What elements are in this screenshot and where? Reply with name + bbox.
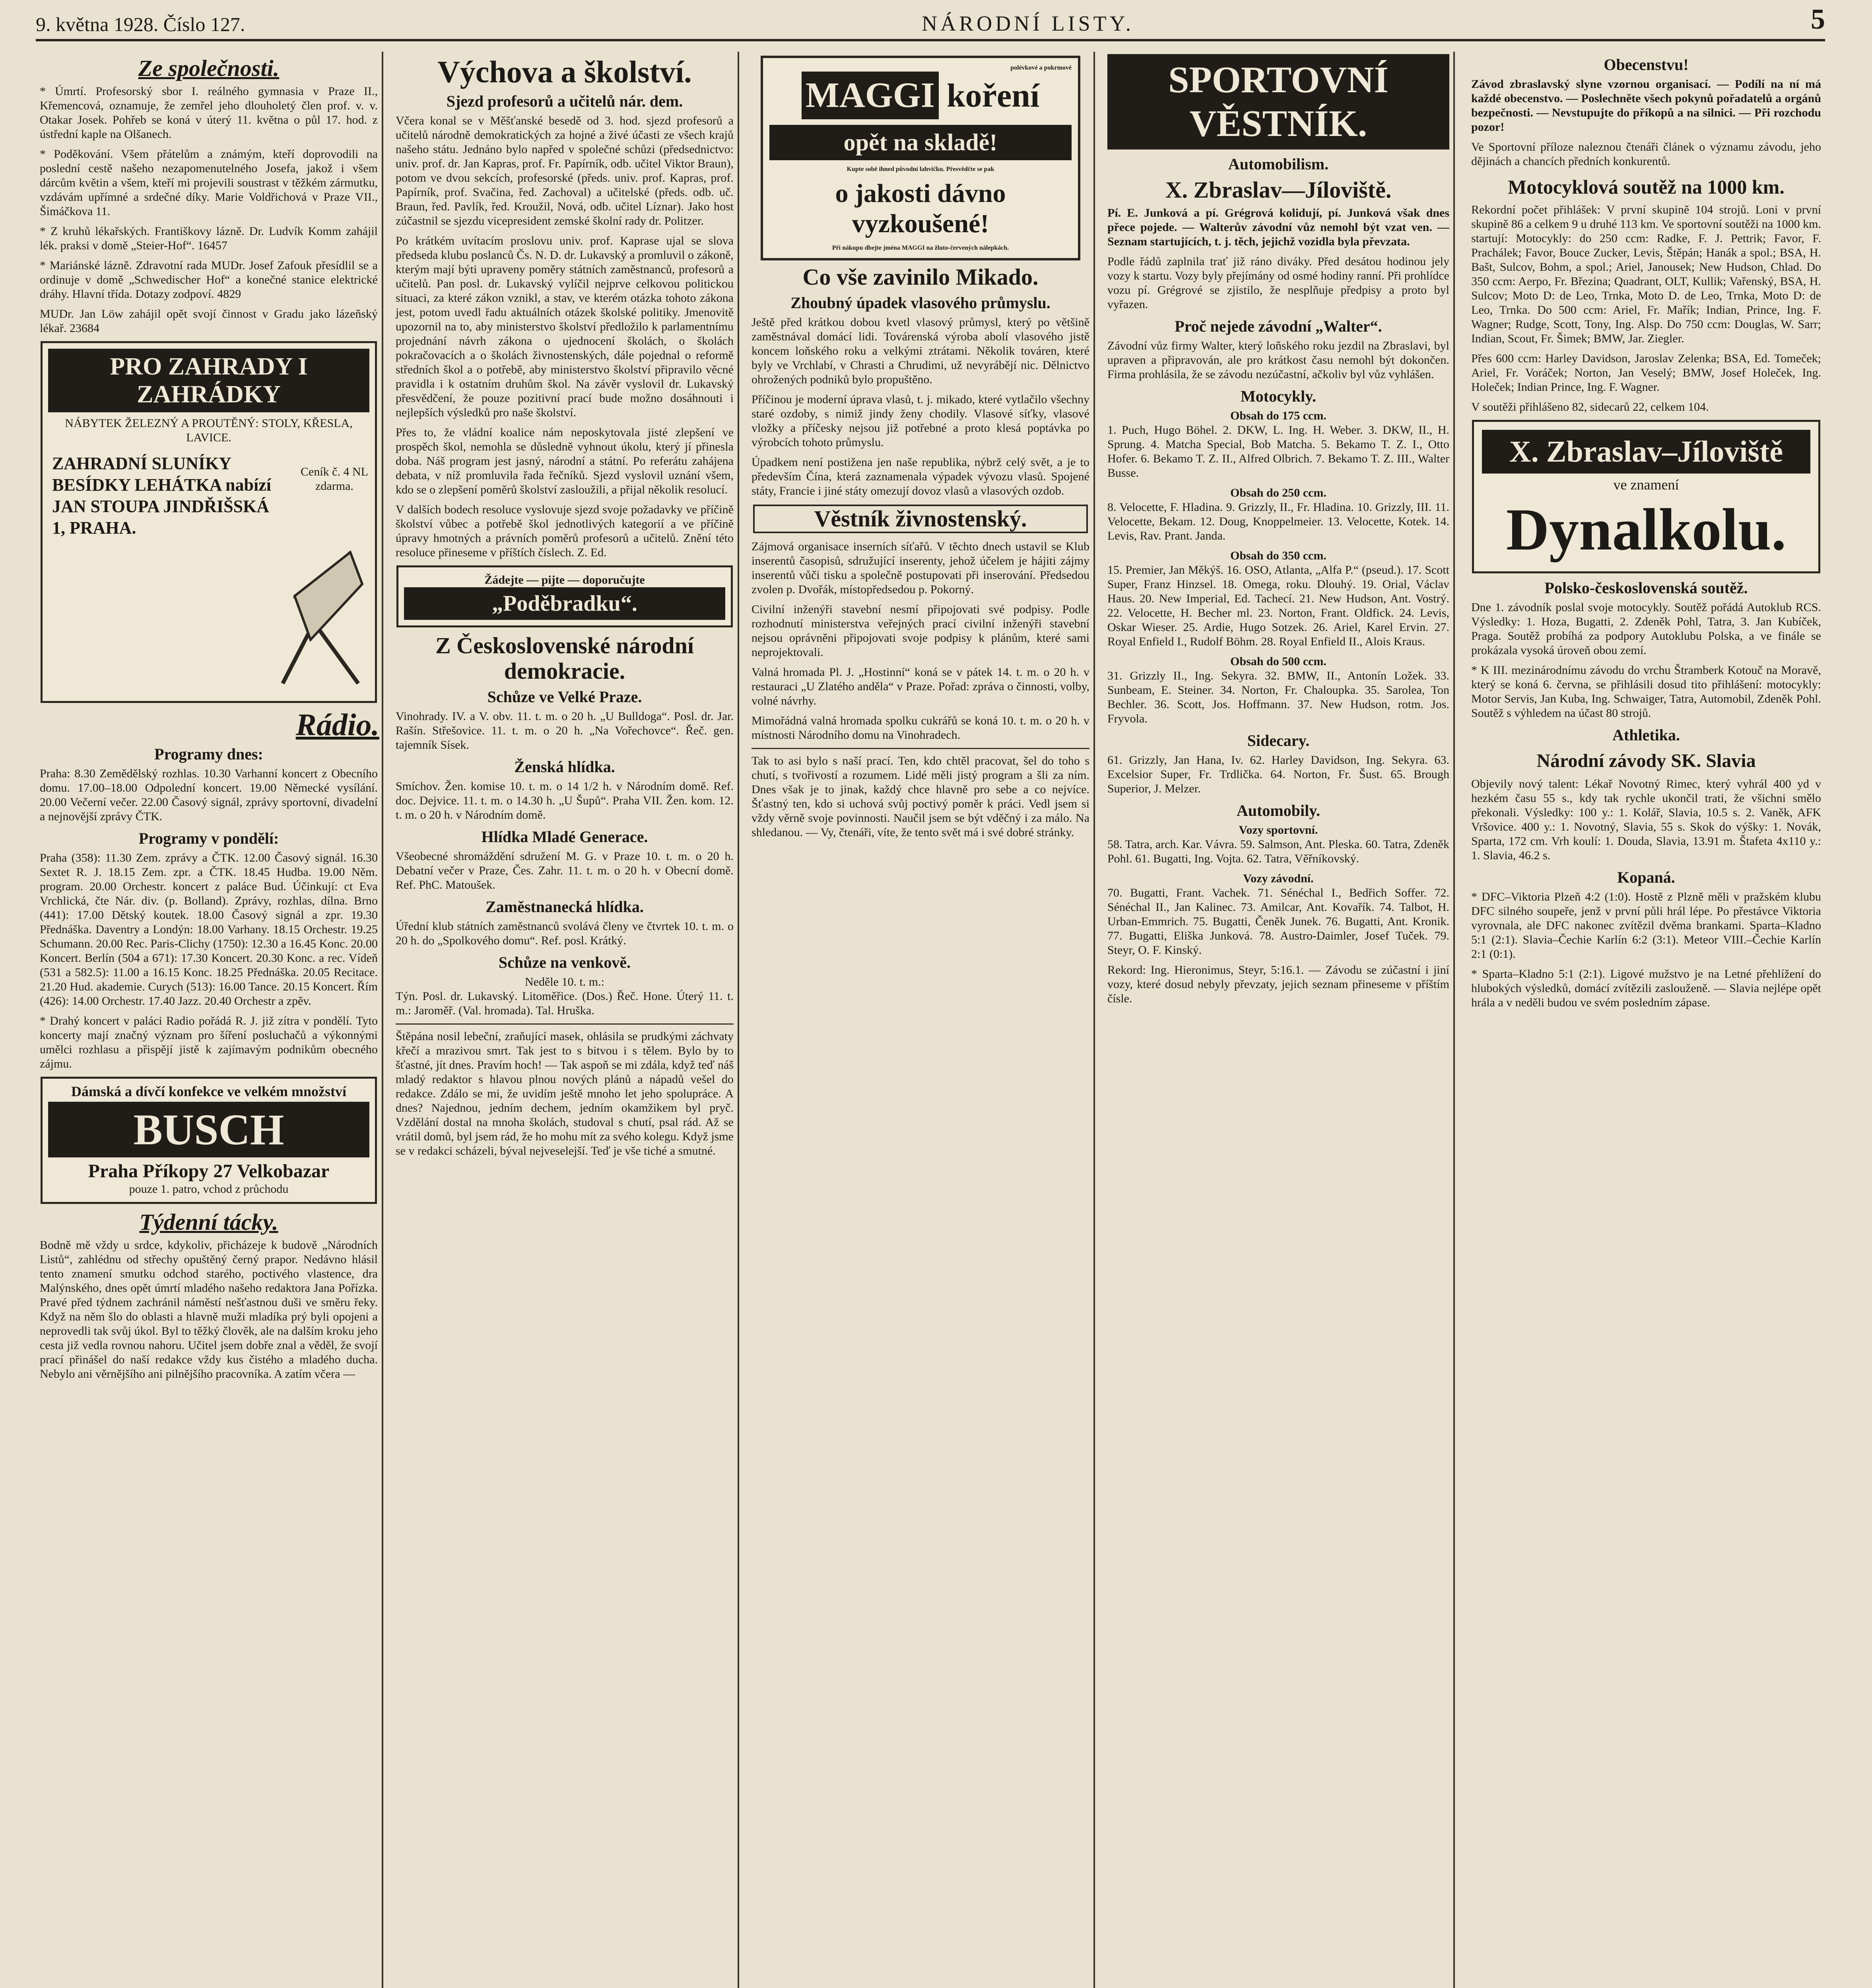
walter-heading: Proč nejede závodní „Walter“.: [1175, 317, 1382, 335]
entry-list: 15. Premier, Jan Měkýš. 16. OSO, Atlanta, „Alfa P.“ (pseud.). 17. Scott Super, Franz Hinzsel. 18. Omega, roku. Dlouhý. 19. Orial, Václav Haus. 20. New Imperial, Ed. Tachecí. 21. New Hudson, Ant. Vostrý. 22. Velocette, H. Becher ml. 23. Norton, Frant. Oldfick. 24. Levis, Oskar Wieser. 25. Ardie, Hugo Sotzek. 26. Ariel, Karel Ervin. 27. Royal Enfield I., Rudolf Böhm. 28. Royal Enfield II., Alois Kraus.: [1107, 563, 1449, 648]
article-text: * Z kruhů lékařských. Františkovy lázně. Dr. Ludvík Komm zahájil lék. praksi v domě „Steier-Hof“. 16457: [40, 225, 378, 252]
article-text: * Mariánské lázně. Zdravotní rada MUDr. Josef Zafouk přesídlil se a ordinuje v domě „Schwedischer Hof“ a konečné stanice elektrické dráhy. Hlavní třída. Dotazy zodpoví. 4829: [40, 259, 378, 301]
article-text: * Úmrtí. Profesorský sbor I. reálného gymnasia v Praze II., Křemencová, oznamuje, že zemřel jeho dlouholetý člen prof. v. v. Otakar Josek. Pohřeb se koná v úterý 11. května o půl 17. hod. z ústřední kaple na Olšanech.: [40, 85, 378, 141]
section-title-society: Ze společnosti.: [138, 55, 280, 81]
article-text: * Drahý koncert v paláci Radio pořádá R. J. již zítra v pondělí. Tyto koncerty mají značný význam pro šíření posluchačů a výkonnými umělci rozhlasu a přispějí jistě k zajímavým podnikům obecného zájmu.: [40, 1014, 378, 1070]
mikado-title: Co vše zavinilo Mikado.: [802, 264, 1039, 290]
article-text: * K III. mezinárodnímu závodu do vrchu Štramberk Kotouč na Moravě, který se koná 6. června, se přihlásili dosud tito přihlášení: motocykly: Motor Servis, Jan Kuba, Ing. Schwaiger, Tatra, Automobil, Zdeněk Pohl. Soutěž s výhledem na účast 80 strojů.: [1471, 664, 1821, 720]
country-meetings: Schůze na venkově.: [498, 953, 631, 971]
ad-note: Ceník č. 4 NL zdarma.: [301, 465, 368, 493]
article-text: * Sparta–Kladno 5:1 (2:1). Ligové mužstvo je na Letné přehlížení do hlubokých výsledků, domácí zvítězili zaslouženě. — Slavia nejlépe opět hrála a v neděli budou ve svém posledním zápase.: [1471, 967, 1821, 1009]
page-number: 5: [1810, 3, 1825, 35]
article-text: Přes to, že vládní koalice nám neposkytovala jisté zlepšení ve prospěch škol, nemohla se důsledně vyhnout úkolu, který jí přinesla doba. Náš program jest jasný, národní a státní. Po referátu zahájena debata, v níž promluvila řada řečníků. Sjezd vyslovil uznání všem, kdo se o zlepšení poměrů školství zasloužili, a přijal několik resolucí.: [396, 426, 734, 496]
race-intro: Pí. E. Junková a pí. Grégrová kolidují, pí. Junková však dnes přece pojede. — Walterův závodní vůz nemohl být vzat ven. — Seznam startujících, t. j. těch, jejichž vozidla byla převzata.: [1107, 206, 1449, 248]
programs-monday-heading: Programy v pondělí:: [138, 829, 279, 847]
cars-heading: Automobily.: [1236, 802, 1320, 819]
football-heading: Kopaná.: [1617, 868, 1675, 886]
ad-subtitle: NÁBYTEK ŽELEZNÝ A PROUTĚNÝ: STOLY, KŘESLA, LAVICE.: [65, 417, 353, 444]
divider: [396, 1023, 734, 1025]
entry-list: 58. Tatra, arch. Kar. Vávra. 59. Salmson, Ant. Pleska. 60. Tatra, Zdeněk Pohl. 61. Bugatti, Ing. Vojta. 62. Tatra, Věřníkovský.: [1107, 838, 1449, 865]
article-text: Přes 600 ccm: Harley Davidson, Jaroslav Zelenka; BSA, Ed. Tomeček; Ariel, Fr. Voráček; Norton, Jan Veselý; BMW, Josef Holeček, Ing. Holeček; Indian Prince, Ing. F. Wagner.: [1471, 352, 1821, 394]
entry-list: 31. Grizzly II., Ing. Sekyra. 32. BMW, II., Antonín Ložek. 33. Sunbeam, E. Steiner. 34. Norton, Fr. Chaloupka. 35. Sarolea, Ton Bechler. 36. Scott, Jos. Hoffmann. 37. New Hudson, rotm. Jos. Fryvola.: [1107, 669, 1449, 725]
article-text: Podle řádů zaplnila trať již ráno diváky. Před desátou hodinou jely vozy k startu. Vozy byly přejímány od osmé hodiny ranní. Při prohlídce vozu pí. Grégrové se zjistilo, že nesplňuje předpisy a proto byl vyřazen.: [1107, 255, 1449, 311]
class-heading: Obsah do 350 ccm.: [1230, 549, 1326, 562]
ad-brand: MAGGI: [802, 72, 939, 119]
deckchair-illustration: [48, 449, 369, 695]
article-text: Mimořádná valná hromada spolku cukrářů se koná 10. t. m. o 20 h. v místnosti Národního domu na Vinohradech.: [752, 714, 1089, 742]
ad-product: koření: [946, 77, 1040, 114]
article-text: V dalších bodech resoluce vyslovuje sjezd svoje požadavky ve příčině školství vůbec a potřebě škol jednotlivých kategorií a ve příčině úpravy hmotných a právních poměrů profesorů a učitelů. Znění této resoluce přineseme v příštích číslech. Z. Ed.: [396, 503, 734, 559]
issue-date: 9. května 1928. Číslo 127.: [36, 13, 245, 35]
article-text: V soutěži přihlášeno 82, sidecarů 22, celkem 104.: [1471, 400, 1709, 414]
article-text: * DFC–Viktoria Plzeň 4:2 (1:0). Hostě z Plzně měli v pražském klubu DFC silného soupeře, jenž v první půli hrál lépe. Po přestávce Viktoria vyrovnala, ale DFC nakonec zvítězil dvěma brankami. Sparta–Kladno 5:1 (2:1). Slavia–Čechie Karlín 6:2 (3:1). Meteor VIII.–Čechie Karlín 2:1 (0:1).: [1471, 890, 1821, 961]
class-heading: Obsah do 250 ccm.: [1230, 486, 1326, 499]
article-text: Rekord: Ing. Hieronimus, Steyr, 5:16.1. — Závodu se zúčastní i jiní vozy, které dosud nebyly převzaty, jejich seznam přineseme v příštím čísle.: [1107, 963, 1449, 1005]
class-heading: Obsah do 500 ccm.: [1230, 655, 1326, 668]
article-text: Úpadkem není postižena jen naše republika, nýbrž celý svět, a je to především Čína, která zaznamenala výpadek vývozu vlasů. Spojené státy, Francie i jiné státy omezují dovoz vlasů a vlasových ozdob.: [752, 456, 1089, 497]
garden-furniture-ad: [41, 341, 377, 703]
entry-list: 61. Grizzly, Jan Hana, Iv. 62. Harley Davidson, Ing. Sekyra. 63. Excelsior Super, Fr. Trdlička. 64. Norton, Fr. Šust. 65. Brough Superior, J. Melzer.: [1107, 753, 1449, 795]
ad-brand: Dynalkolu.: [1506, 497, 1787, 563]
masthead: [36, 3, 1825, 41]
article-text: Dne 1. závodník poslal svoje motocykly. Soutěž pořádá Autoklub RCS. Výsledky: 1. Hoza, Bugatti, 2. Zdeněk Pohl, Tatra, 3. Jan Kubíček, Praga. Soutěž probíhá za podpory Autoklubu Polska, a ve finále se prokázala vysoká úroveň obou zemí.: [1471, 601, 1821, 657]
column-3: [748, 52, 1095, 1988]
womens-section: Ženská hlídka.: [514, 758, 615, 776]
divider: [752, 748, 1089, 749]
ad-brand: „Poděbradku“.: [404, 587, 725, 620]
programs-today: Praha: 8.30 Zemědělský rozhlas. 10.30 Varhanní koncert z Obecního domu. 17.00–18.00 Odpolední koncert. 19.00 Německé vysílání. 20.00 Večerní večer. 22.00 Časový signál, zprávy sportovní, divadelní a nejnovější zprávy ČTK.: [40, 767, 378, 823]
ad-subtitle: ve znamení: [1613, 477, 1679, 493]
programs-today-heading: Programy dnes:: [154, 745, 263, 763]
podebradka-ad: [396, 565, 733, 627]
public-notice: Závod zbraslavský slyne vzornou organisací. — Podílí na ní má každé obecenstvo. — Poslechněte všech pokynů pořadatelů a orgánů bezpečnosti. — Nevstupujte do příkopů a na silnici. — Při rozchodu pozor!: [1471, 78, 1821, 134]
ad-title: PRO ZAHRADY I ZAHRÁDKY: [48, 349, 369, 412]
article-text: Včera konal se v Měšťanské besedě od 3. hod. sjezd profesorů a učitelů národně demokratických za hojné a živé účasti ze všech krajů našeho státu. Jednáno bylo napřed v společné schůzi (předsednictvo: univ. prof. dr. Jan Kapras, prof. Fr. Papírník, odb. učitel Viktor Braun), potom ve dvou sekcích, profesorské (předs. univ. prof. Kapras, prof. Papírník, prof. Svačina, řed. Zachoval) a učitelské (předs. odb. uč. Braun, řed. Pavlík, řed. Kroužil, Nová, odb. učitel Líznar). Jako host zúčastnil se sjezdu vicepresident zemské školní rady dr. Politzer.: [396, 114, 734, 227]
article-text: Štěpána nosil lebeční, zraňující masek, ohlásila se prudkými záchvaty křečí a mrazivou smrt. Tak jest to s bitvou i s tělem. Bylo by to šťastné, jít dnes. Pravím hoch! — Tak aspoň se mi zdála, když teď náš mladý redaktor s hlavou plnou nových plánů a nápadů vešel do redakce. Zdálo se mi, že uvidím ještě mnoho let jeho spolupráce. A dnes? Najednou, jedním dechem, jedním okamžikem byl pryč. Vzdělání dostal na mnoha školách, studoval s chutí, psal rád. Až se vrátil domů, byl jsem rád, že ho mohu mít za svého kolegu. Když jsme se v redakci scházeli, býval nejveselejší. Teď je vše tiché a smutné.: [396, 1030, 734, 1157]
education-subtitle: Sjezd profesorů a učitelů nár. dem.: [446, 92, 683, 110]
party-subtitle: Schůze ve Velké Praze.: [487, 688, 642, 706]
article-text: Ve Sportovní příloze naleznou čtenáři článek o významu závodu, jeho dějinách a chancích předních konkurentů.: [1471, 140, 1821, 168]
meeting-list: Úřední klub státních zaměstnanců svolává členy ve čtvrtek 10. t. m. o 20 h. do „Spolkového domu“. Ref. posl. Krátký.: [396, 920, 734, 947]
article-text: Po krátkém uvítacím proslovu univ. prof. Kaprase ujal se slova předseda klubu poslanců Čs. N. D. dr. Lukavský a promluvil o zákoně, kterým mají býti upraveny poměry státních zaměstnanců, profesorů a učitelů. Pan posl. dr. Lukavský vylíčil nejprve celkovou politickou situaci, za které zákon vznikl, a stav, ve kterém otázka tohoto zákona jest, potom uvedl řadu aktuálních otázek školské politiky. Jmenovitě upozornil na to, aby ministerstvo školství předložilo k parlamentnímu projednání návrh zákona o ujednocení školách, o školách pokračovacích a o školách živnostenských, dále pojednal o reformě středních škol a o potřebě, aby ministerstvo školství připravilo věcné pravidla i k ostatním druhům škol. Na závěr vyslovil dr. Lukavský přesvědčení, že pouze pozitivní prací bude možno dosáhnouti i nejlepších výsledků pro naše školství.: [396, 234, 734, 419]
busch-ad: [41, 1077, 377, 1204]
entry-list: 70. Bugatti, Frant. Vachek. 71. Sénéchal I., Bedřich Soffer. 72. Sénéchal II., Jan Kalinec. 73. Amilcar, Ant. Kovařík. 74. Talbot, H. Urban-Emmrich. 75. Bugatti, Čeněk Junek. 76. Bugatti, Ant. Kronik. 77. Bugatti, Eliška Junková. 78. Austro-Daimler, Josef Tuček. 79. Steyr, O. F. Kinský.: [1107, 886, 1449, 957]
mikado-subtitle: Zhoubný úpadek vlasového průmyslu.: [790, 294, 1051, 312]
entry-list: 1. Puch, Hugo Böhel. 2. DKW, L. Ing. H. Weber. 3. DKW, II., H. Sprung. 4. Matcha Special, Bob Matcha. 5. Bekamo T. Z. I., Otto Hofer. 6. Bekamo T. Z. II., Alfred Olbrich. 7. Bekamo T. Z. III., Walter Busse.: [1107, 423, 1449, 480]
class-heading: Vozy závodní.: [1243, 872, 1314, 885]
article-text: Ještě před krátkou dobou kvetl vlasový průmysl, který po většině zaměstnával domácí lidi. Továrenská výroba abolí vlasového jistě koncem loňského roku a velkými ztrátami. Několik továren, které byly ve Vrchlabí, v Chrasti a Chrudimi, už nevyrábějí nic. Dělnictvo ohrožených podniků bylo propuštěno.: [752, 316, 1089, 386]
radio-title: Rádio.: [295, 707, 379, 742]
ad-note: Při nákupu dbejte jména MAGGI na žluto-červených nálepkách.: [832, 245, 1009, 251]
automobilism-heading: Automobilism.: [1228, 155, 1329, 173]
ad-stock: opět na skladě!: [769, 125, 1072, 160]
trade-news-title: Věstník živnostenský.: [753, 505, 1088, 533]
meeting-list: Všeobecné shromáždění sdružení M. G. v Praze 10. t. m. o 20 h. Debatní večer v Praze, Čes. Zahr. 11. t. m. o 20 h. v Obecní domě. Ref. PhC. Matoušek.: [396, 850, 734, 891]
ad-title: X. Zbraslav–Jíloviště: [1482, 430, 1810, 474]
article-text: Valná hromada Pl. J. „Hostinní“ koná se v pátek 14. t. m. o 20 h. v restauraci „U Zlatého anděla“ v Praze. Pořad: zpráva o činnosti, volby, volné návrhy.: [752, 666, 1089, 707]
ad-top: polévkové a pokrmové: [1010, 64, 1072, 71]
athletics-heading: Athletika.: [1612, 726, 1680, 744]
ad-address: Praha Příkopy 27 Velkobazar: [88, 1161, 330, 1182]
party-title: Z Československé národní demokracie.: [435, 633, 694, 684]
maggi-ad: [761, 56, 1080, 260]
ad-line: Žádejte — pijte — doporučujte: [484, 573, 645, 586]
article-text: Objevily nový talent: Lékař Novotný Rimec, který vyhrál 400 yd v hezkém času 55 s., kdy tak rychle ukončil trati, že všichni smělo překonali. Výsledky: 100 y.: 1. Kolář, Slavia, 10.5 s. 2. Vaněk, AFK Vršovice. 400 y.: 1. Novotný, Slavia, 55 s. Skok do výšky: 1. Novák, Sparta, 172 cm. Vrh koulí: 1. Douda, Slavia, 13.91 m. Štafeta 4x110 y.: 1. Slavia, 46.2 s.: [1471, 777, 1821, 862]
weekly-title: Týdenní tácky.: [139, 1209, 278, 1235]
ad-body: ZAHRADNÍ SLUNÍKY BESÍDKY LEHÁTKA nabízí JAN STOUPA JINDŘIŠSKÁ 1, PRAHA.: [52, 454, 271, 538]
public-notice-heading: Obecenstvu!: [1604, 56, 1689, 74]
article-text: Závodní vůz firmy Walter, který loňského roku jezdil na Zbraslavi, byl upraven a připravován, ale pro krátkost času nemohl být dokončen. Firma prohlásila, že se závodu nezúčastní, ačkoliv byl vůz vyhlášen.: [1107, 339, 1449, 381]
education-title: Výchova a školství.: [437, 54, 692, 89]
meeting-list: Smíchov. Žen. komise 10. t. m. o 14 1/2 h. v Národním domě. Ref. doc. Dejvice. 11. t. m. o 14.30 h. „U Šupů“. Praha VII. Žen. kom. 12. t. m. o 20 h. v Národním domě.: [396, 780, 734, 821]
motorcycle-trial-title: Motocyklová soutěž na 1000 km.: [1508, 176, 1785, 198]
class-heading: Obsah do 175 ccm.: [1230, 409, 1326, 422]
ad-brand: BUSCH: [48, 1102, 369, 1157]
column-5: [1467, 52, 1825, 1988]
country-meetings-date: Neděle 10. t. m.:: [525, 975, 604, 988]
sports-title: SPORTOVNÍ VĚSTNÍK.: [1107, 54, 1449, 149]
dynalkol-ad: [1472, 420, 1820, 573]
entry-list: 8. Velocette, F. Hladina. 9. Grizzly, II., Fr. Hladina. 10. Grizzly, III. 11. Velocette, Bekam. 12. Doug, Knoppelmeier. 13. Velocette, Kotek. 14. Levis, Rav. Prant. Janda.: [1107, 501, 1449, 542]
article-text: Civilní inženýři stavební nesmí připojovati své podpisy. Podle rozhodnutí ministerstva veřejných prací civilní inženýři stavební nejsou oprávněni připojovati svoje podpisy k plánům, které sami neprojektovali.: [752, 603, 1089, 659]
ad-text: Kupte sobě ihned původní lahvičku. Přesvědčte se pak: [847, 166, 994, 173]
article-text: Příčinou je moderní úprava vlasů, t. j. mikado, které vytlačilo všechny staré ozdoby, s nimiž jindy ženy chodily. Vlasové síťky, vlasové vložky a příčesky nejsou již potřebné a proto klesá poptávka po výrobcích tohoto průmyslu.: [752, 393, 1089, 449]
motorcycles-heading: Motocykly.: [1241, 387, 1316, 405]
article-text: Tak to asi bylo s naší prací. Ten, kdo chtěl pracovat, šel do toho s chutí, s tvořivostí a rozumem. Lidé měli jistý program a šli za ním. Dnes však je to jinak, každý chce hlavně pro sebe a co nejvíce. Šťastný ten, kdo si uchová svůj poctivý poměr k práci. Vedl jsem si vždy věrně svoje povinnosti. Naučil jsem se být vděčný i za málo. Na shledanou. — Vy, čtenáři, víte, že tento svět má i své dobré stránky.: [752, 754, 1089, 839]
ad-footer: pouze 1. patro, vchod z průchodu: [129, 1182, 289, 1196]
column-1: [36, 52, 383, 1988]
ad-quality: o jakosti dávno vyzkoušené!: [835, 179, 1006, 238]
programs-monday: Praha (358): 11.30 Zem. zprávy a ČTK. 12.00 Časový signál. 16.30 Sextet R. J. 18.15 Zem. zpr. a ČTK. 18.45 Hudba. 19.00 Něm. program. 20.00 Orchestr. koncert z paláce Bud. Účinkují: ct Eva Vrchlická, čte Nár. div. (p. Bolland). Zprávy, rozhlas, dílna. Brno (441): 17.00 Dětský koutek. 18.00 Časový signál a zpr. 19.30 Přednáška. Daventry a Londýn: 18.00 Varhany. 18.15 Orchestr. 19.25 Schumann. 20.00 Rec. Paris-Clichy (1750): 12.30 a 16.45 Konc. 20.00 Koncert. Berlín (504 a 671): 17.30 Koncert. 20.30 Konc. a rec. Vídeň (531 a 582.5): 11.00 a 16.15 Konc. 18.25 Přednáška. 20.05 Recitace. 21.20 Hud. akademie. Curych (513): 16.00 Tance. 20.15 Koncert. Řím (426): 14.00 Orchestr. 17.40 Jazz. 20.40 Orchestr a zpěv.: [40, 851, 378, 1008]
column-4: [1103, 52, 1455, 1988]
column-2: [392, 52, 739, 1988]
polish-czech-title: Polsko-československá soutěž.: [1544, 579, 1748, 597]
meeting-list: Týn. Posl. dr. Lukavský. Litoměřice. (Dos.) Řeč. Hone. Úterý 11. t. m.: Jaroměř. (Val. hromada). Tal. Hruška.: [396, 990, 734, 1017]
race-title: X. Zbraslav—Jíloviště.: [1165, 177, 1392, 203]
employees-section: Zaměstnanecká hlídka.: [485, 898, 644, 916]
article-text: Bodně mě vždy u srdce, kdykoliv, přicházeje k budově „Národních Listů“, zahlédnu od střechy opuštěný černý prapor. Nedávno hlásil tento znamení smutku odchod starého, poctivého vlastence, dra Malýnského, dnes opět úmrtí mladého našeho redaktora Jana Pořízka. Pravé před týdnem zachránil náměstí nešťastnou duši ve směru řeky. Když na něm šlo do oblasti a hlavně muži mladíka prý byli opojeni a neprovedli tak svůj úkol. Byl to těžký člověk, ale na dalším kroku jeho cesta již vedla rovnou nahoru. Učitel jsem dobře znal a věděl, že svojí prací přinášel do naší redakce vždy kus čistého a mladého ducha. Nebylo ani věrnějšího ani pilnějšího pracovníka. A zatím včera —: [40, 1239, 378, 1380]
article-text: Rekordní počet přihlášek: V první skupině 104 strojů. Loni v první skupině 86 a celkem 9 u druhé 113 km. Ve sportovní soutěži na 1000 km. startují: Motocykly: do 250 ccm: Radke, F. J. Pettrik; Favor, F. Prachálek; Favor, Bouce Zucker, Levis, Štěpán; Hanák a spol.; BSA, H. Bašt, Sulcov, Bohm, a spol.; Ariel, Janousek; New Hudson, Chlad. Do 350 ccm: Aerpo, Fr. Březina; Quadrant, OLT, Kullik; Vařenský, BSA, H. Sulcov; Moto D: de Leo, Trnka, Moto D. de Leo, Trnka, Moto D: de Leo, Trnka. Do 500 ccm: Ariel, Fr. Mařík; Indian, Prince, Ing. F. Wagner; Rudge, Scott, Tony, Ing. Alsp. Do 750 ccm: Douglas, W. Sarr; Indian, Scout, Fr. Šimek; BMW, Jar. Ziegler.: [1471, 203, 1821, 345]
article-text: MUDr. Jan Löw zahájil opět svojí činnost v Gradu jako lázeňský lékař. 23684: [40, 307, 378, 335]
deckchair-icon: [271, 536, 374, 687]
sidecars-heading: Sidecary.: [1247, 732, 1310, 749]
article-text: * Poděkování. Všem přátelům a známým, kteří doprovodili na poslední cestě našeho nezapomenutelného Josefa, jakož i všem dárcům květin a všem, kteří mi projevili soustrast v těžkém zármutku, vzdávám upřímné a srdečné díky. Marie Voldřichová v Praze VII., Šimáčkova 11.: [40, 148, 378, 218]
ad-top: Dámská a dívčí konfekce ve velkém množství: [71, 1083, 346, 1099]
young-generation-section: Hlídka Mladé Generace.: [481, 828, 648, 846]
slavia-title: Národní závody SK. Slavia: [1536, 750, 1756, 771]
class-heading: Vozy sportovní.: [1239, 823, 1318, 837]
article-text: Zájmová organisace inserních síťařů. V těchto dnech ustavil se Klub inserentů časopisů, sdružující inserenty, jehož účelem je hájiti zájmy inserentů vůči tisku a společně postupovati při inserování. Předsedou zvolen p. Dvořák, místopředsedou p. Pokorný.: [752, 540, 1089, 596]
newspaper-name: NÁRODNÍ LISTY.: [922, 12, 1134, 35]
meeting-list: Vinohrady. IV. a V. obv. 11. t. m. o 20 h. „U Bulldoga“. Posl. dr. Jar. Rašín. Střešovice. 11. t. m. o 20 h. „Na Vořechovce“. Řeč. gen. tajemník Sísek.: [396, 710, 734, 751]
